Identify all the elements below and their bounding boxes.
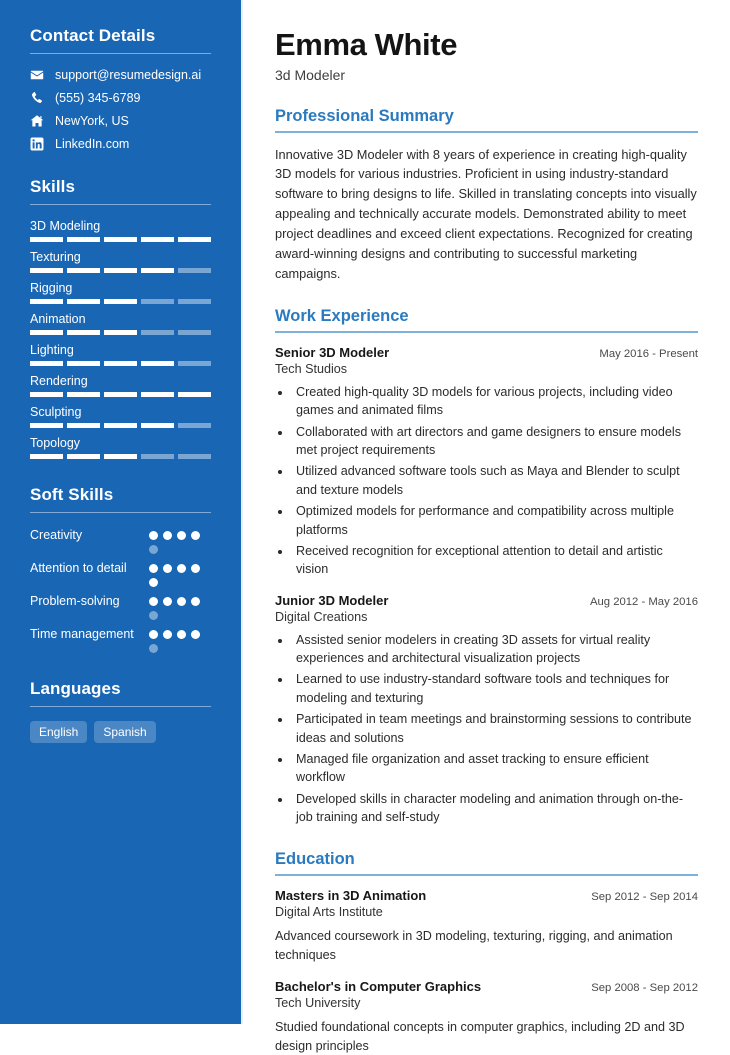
skill-name: Rigging (30, 281, 73, 295)
skill-level-segment (30, 361, 63, 366)
languages-list (30, 721, 211, 743)
entry-header (275, 593, 698, 608)
rating-dot (149, 630, 158, 639)
contact-item-value: (555) 345-6789 (55, 91, 141, 105)
entry-bullet: • Created high-quality 3D models for various projects, including video games and animated films (292, 383, 698, 420)
entry-bullet: • Learned to use industry-standard software tools and techniques for modeling and texturing (292, 670, 698, 707)
contact-item[interactable] (30, 114, 211, 128)
entry-header (275, 979, 698, 994)
rating-dot (149, 597, 158, 606)
rating-dot (163, 597, 172, 606)
languages-heading: Languages (30, 679, 121, 698)
entry-date-range: Aug 2012 - May 2016 (589, 595, 698, 608)
rating-dot (163, 630, 172, 639)
professional-summary-heading: Professional Summary (275, 107, 454, 126)
contact-item-value: LinkedIn.com (55, 137, 130, 151)
section-divider (30, 53, 211, 54)
language-tag: English (30, 721, 87, 743)
entry-bullet: • Utilized advanced software tools such as Maya and Blender to sculpt and texture models (292, 462, 698, 499)
soft-skill-item (30, 527, 211, 554)
work-experience-list (275, 345, 698, 827)
skill-item (30, 436, 211, 459)
skill-name: Rendering (30, 374, 88, 388)
skill-level-segment (178, 454, 211, 459)
entry-bullet: • Managed file organization and asset tracking to ensure efficient workflow (292, 750, 698, 787)
education-heading: Education (275, 850, 355, 869)
rating-dot (149, 611, 158, 620)
skill-level-segment (67, 330, 100, 335)
rating-dot (177, 597, 186, 606)
soft-skill-name: Attention to detail (30, 561, 127, 575)
skill-level-segment (67, 237, 100, 242)
entry-organization: Tech Studios (275, 361, 348, 376)
contact-list (30, 68, 211, 151)
education-list (275, 888, 698, 1055)
entry-bullet-list (292, 631, 698, 827)
soft-skill-rating (149, 527, 211, 554)
entry-bullet: • Assisted senior modelers in creating 3D assets for virtual reality experiences and architectural visualization projects (292, 631, 698, 668)
skill-level-segment (104, 330, 137, 335)
skills-heading: Skills (30, 177, 76, 196)
section-divider (30, 204, 211, 205)
entry-date-range: May 2016 - Present (599, 347, 698, 360)
linkedin-icon (30, 137, 44, 151)
phone-icon (30, 91, 44, 105)
entry-bullet: • Received recognition for exceptional attention to detail and artistic vision (292, 542, 698, 579)
soft-skill-name: Problem-solving (30, 594, 120, 608)
sidebar (0, 0, 243, 1024)
work-experience-section (275, 307, 698, 826)
rating-dot (191, 597, 200, 606)
skill-name: Topology (30, 436, 81, 450)
work-experience-entry (275, 593, 698, 827)
skill-item (30, 250, 211, 273)
entry-date-range: Sep 2012 - Sep 2014 (591, 890, 698, 903)
contact-details-section (30, 26, 211, 151)
soft-skill-item (30, 593, 211, 620)
entry-title: Junior 3D Modeler (275, 592, 389, 608)
skill-level-bar (30, 423, 211, 428)
entry-bullet: • Participated in team meetings and brainstorming sessions to contribute ideas and solutions (292, 710, 698, 747)
skill-item (30, 219, 211, 242)
skill-item (30, 374, 211, 397)
skill-level-segment (30, 268, 63, 273)
skill-level-segment (104, 299, 137, 304)
skill-level-bar (30, 330, 211, 335)
skill-item (30, 312, 211, 335)
skill-item (30, 281, 211, 304)
soft-skills-section (30, 485, 211, 653)
skill-level-segment (141, 423, 174, 428)
skill-level-segment (178, 299, 211, 304)
skill-level-segment (178, 330, 211, 335)
contact-item-value: NewYork, US (55, 114, 129, 128)
entry-header (275, 345, 698, 360)
rating-dot (149, 545, 158, 554)
skill-name: Texturing (30, 250, 81, 264)
skills-list (30, 219, 211, 459)
skill-level-segment (104, 423, 137, 428)
skill-level-segment (67, 392, 100, 397)
entry-organization: Tech University (275, 995, 361, 1010)
entry-bullet: • Optimized models for performance and compatibility across multiple platforms (292, 502, 698, 539)
rating-dot (149, 531, 158, 540)
skill-level-segment (104, 237, 137, 242)
skill-level-bar (30, 237, 211, 242)
skill-name: Lighting (30, 343, 74, 357)
rating-dot (149, 578, 158, 587)
skill-item (30, 405, 211, 428)
skill-level-segment (30, 237, 63, 242)
skill-level-segment (30, 454, 63, 459)
section-underline (275, 131, 698, 133)
work-experience-heading: Work Experience (275, 307, 409, 326)
soft-skill-rating (149, 626, 211, 653)
rating-dot (149, 564, 158, 573)
entry-title: Masters in 3D Animation (275, 887, 427, 903)
soft-skills-heading: Soft Skills (30, 485, 114, 504)
candidate-name: Emma White (275, 27, 458, 62)
section-underline (275, 331, 698, 333)
rating-dot (177, 531, 186, 540)
skill-level-bar (30, 361, 211, 366)
entry-organization: Digital Arts Institute (275, 904, 383, 919)
skill-level-segment (104, 392, 137, 397)
professional-summary-section (275, 107, 698, 283)
entry-bullet: • Collaborated with art directors and game designers to ensure models met project requirements (292, 423, 698, 460)
skill-level-segment (104, 361, 137, 366)
skill-level-segment (67, 423, 100, 428)
rating-dot (177, 630, 186, 639)
envelope-icon (30, 68, 44, 82)
entry-description: Studied foundational concepts in computer graphics, including 2D and 3D design principles (275, 1019, 685, 1053)
section-divider (30, 512, 211, 513)
home-icon (30, 114, 44, 128)
entry-title: Bachelor's in Computer Graphics (275, 978, 482, 994)
soft-skills-list (30, 527, 211, 653)
skill-level-bar (30, 392, 211, 397)
skill-level-segment (67, 268, 100, 273)
entry-organization: Digital Creations (275, 609, 368, 624)
skill-name: 3D Modeling (30, 219, 101, 233)
education-section (275, 850, 698, 1055)
rating-dot (191, 564, 200, 573)
skill-level-segment (30, 299, 63, 304)
skill-name: Animation (30, 312, 86, 326)
contact-item-value: support@resumedesign.ai (55, 68, 202, 82)
language-tag: Spanish (94, 721, 155, 743)
rating-dot (163, 564, 172, 573)
skill-level-segment (141, 299, 174, 304)
work-experience-entry (275, 345, 698, 579)
skill-level-bar (30, 454, 211, 459)
contact-item[interactable] (30, 91, 211, 105)
entry-bullet: • Developed skills in character modeling and animation through on-the-job training and self-study (292, 790, 698, 827)
education-entry (275, 888, 698, 965)
soft-skill-item (30, 560, 211, 587)
resume-header (275, 28, 698, 83)
soft-skill-item (30, 626, 211, 653)
skill-level-bar (30, 299, 211, 304)
contact-item[interactable] (30, 137, 211, 151)
contact-item[interactable] (30, 68, 211, 82)
skill-level-segment (104, 454, 137, 459)
candidate-job-title: 3d Modeler (275, 67, 346, 84)
rating-dot (191, 630, 200, 639)
skill-level-bar (30, 268, 211, 273)
section-divider (30, 706, 211, 707)
professional-summary-text: Innovative 3D Modeler with 8 years of experience in creating high-quality 3D models for various industries. Proficient in using industry-standard software to bring designs to life. Skilled in translating concepts into visually appealing and technically accurate models. Demonstrated ability to meet project deadlines and exceed client expectations. Recognized for creating award-winning designs and contributing to successful marketing campaigns. (275, 146, 697, 281)
entry-description: Advanced coursework in 3D modeling, texturing, rigging, and animation techniques (275, 928, 673, 962)
skill-level-segment (67, 299, 100, 304)
entry-date-range: Sep 2008 - Sep 2012 (591, 981, 698, 994)
entry-bullet-list (292, 383, 698, 579)
skill-level-segment (67, 454, 100, 459)
skill-level-segment (178, 423, 211, 428)
skill-level-segment (178, 237, 211, 242)
contact-details-heading: Contact Details (30, 26, 156, 45)
section-underline (275, 874, 698, 876)
skill-level-segment (178, 268, 211, 273)
skill-level-segment (141, 361, 174, 366)
main-content (243, 0, 730, 1053)
skill-level-segment (104, 268, 137, 273)
skill-level-segment (141, 454, 174, 459)
skill-level-segment (30, 330, 63, 335)
skill-level-segment (141, 237, 174, 242)
skill-level-segment (141, 268, 174, 273)
skill-level-segment (30, 392, 63, 397)
soft-skill-rating (149, 560, 211, 587)
entry-title: Senior 3D Modeler (275, 344, 390, 360)
soft-skill-name: Creativity (30, 528, 83, 542)
soft-skill-name: Time management (30, 627, 134, 641)
rating-dot (149, 644, 158, 653)
soft-skill-rating (149, 593, 211, 620)
skill-level-segment (67, 361, 100, 366)
rating-dot (177, 564, 186, 573)
skill-level-segment (141, 330, 174, 335)
languages-section (30, 679, 211, 743)
rating-dot (163, 531, 172, 540)
rating-dot (191, 531, 200, 540)
skill-level-segment (30, 423, 63, 428)
skill-item (30, 343, 211, 366)
skill-level-segment (141, 392, 174, 397)
skill-level-segment (178, 361, 211, 366)
entry-header (275, 888, 698, 903)
skills-section (30, 177, 211, 459)
education-entry (275, 979, 698, 1055)
skill-level-segment (178, 392, 211, 397)
skill-name: Sculpting (30, 405, 82, 419)
